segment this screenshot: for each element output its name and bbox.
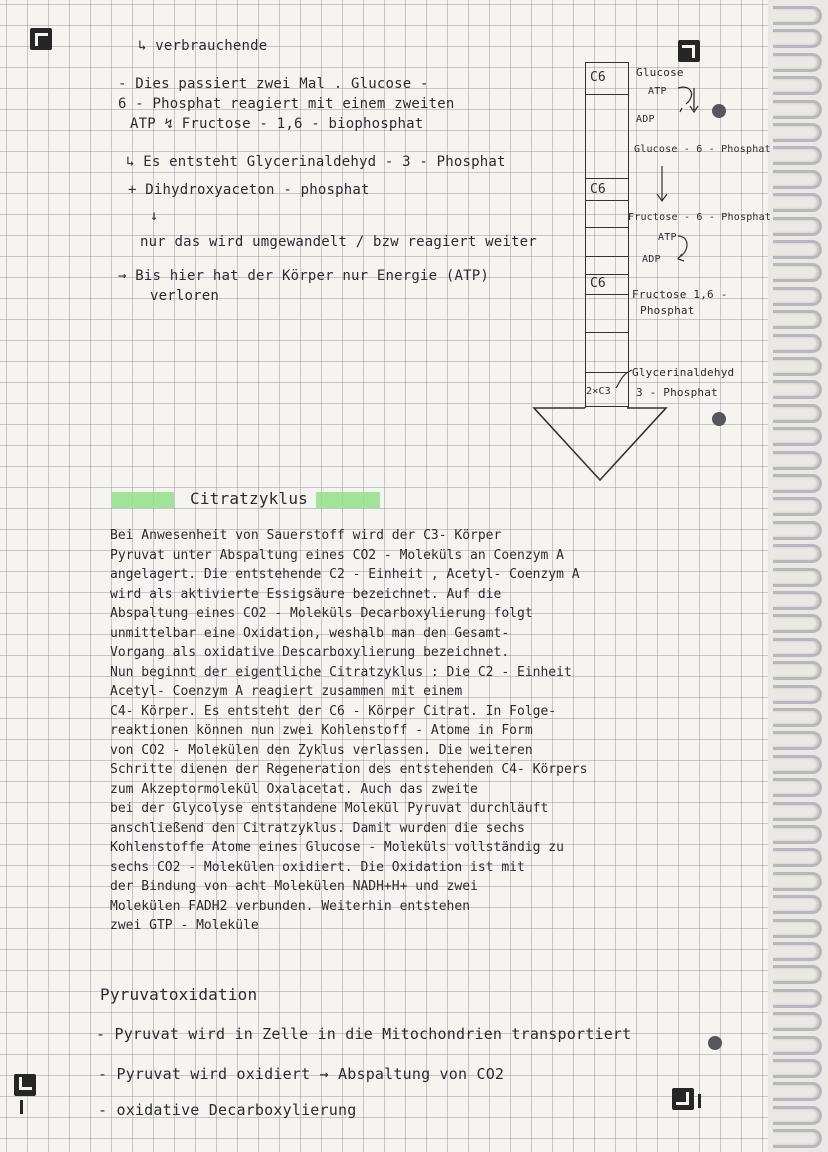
- citratzyklus-line: bei der Glycolyse entstandene Molekül Pyruvat durchläuft: [110, 801, 549, 816]
- spiral-ring: [773, 123, 822, 142]
- highlight-marker: [112, 492, 174, 508]
- fructose-6-phosphat-label: Fructose - 6 - Phosphat: [628, 212, 772, 223]
- spiral-ring: [773, 380, 822, 399]
- spiral-ring: [773, 989, 822, 1008]
- spiral-ring: [773, 825, 822, 844]
- citratzyklus-line: wird als aktivierte Essigsäure bezeichnet. Auf die: [110, 586, 502, 602]
- spiral-ring: [773, 100, 822, 119]
- citratzyklus-line: Bei Anwesenheit von Sauerstoff wird der C3- Körper: [110, 528, 502, 543]
- corner-bar: [698, 1094, 701, 1108]
- spiral-ring: [773, 895, 822, 914]
- c6-label: C6: [590, 70, 606, 85]
- citratzyklus-line: Vorgang als oxidative Descarboxylierung bezeichnet.: [110, 645, 510, 660]
- spiral-ring: [773, 193, 822, 212]
- spiral-ring: [773, 310, 822, 329]
- punch-hole: [712, 412, 726, 426]
- citratzyklus-line: anschließend den Citratzyklus. Damit wurden die sechs: [110, 820, 525, 836]
- down-arrow-icon: [530, 400, 670, 484]
- spiral-ring: [773, 591, 822, 610]
- citratzyklus-line: der Bindung von acht Molekülen NADH+H+ und zwei: [110, 879, 478, 894]
- citratzyklus-line: Kohlenstoffe Atome eines Glucose - Moleküls vollständig zu: [110, 840, 564, 855]
- spiral-ring: [773, 1059, 822, 1078]
- 3-phosphat-label: 3 - Phosphat: [636, 386, 718, 399]
- spiral-ring: [773, 6, 822, 25]
- ladder-rung: [586, 200, 628, 201]
- punch-hole: [712, 104, 726, 118]
- spiral-ring: [773, 1036, 822, 1055]
- spiral-ring: [773, 497, 822, 516]
- punch-hole: [708, 1036, 722, 1050]
- c3-label: 2×C3: [586, 386, 611, 397]
- spiral-ring: [773, 334, 822, 353]
- citratzyklus-heading: Citratzyklus: [190, 489, 308, 508]
- glucose-6-phosphat-label: Glucose - 6 - Phosphat: [634, 144, 771, 155]
- corner-marker-bottom-right: [672, 1088, 694, 1110]
- c6-label: C6: [590, 182, 606, 197]
- text-verbrauchende: ↳ verbrauchende: [138, 38, 268, 54]
- corner-marker-top-right: [678, 40, 700, 62]
- spiral-ring: [773, 427, 822, 446]
- text-line: ↳ Es entsteht Glycerinaldehyd - 3 - Phosphat: [126, 154, 506, 170]
- glycerinaldehyd-label: Glycerinaldehyd: [632, 366, 735, 379]
- spiral-binding: [768, 0, 828, 1152]
- citratzyklus-line: Molekülen FADH2 verbunden. Weiterhin entstehen: [110, 898, 471, 914]
- ladder-rung: [586, 256, 628, 257]
- citratzyklus-line: Schritte dienen der Regeneration des entstehenden C4- Körpers: [110, 762, 588, 777]
- text-line: ATP ↯ Fructose - 1,6 - biophosphat: [130, 116, 424, 132]
- spiral-ring: [773, 146, 822, 165]
- spiral-ring: [773, 942, 822, 961]
- adp-label: ADP: [642, 254, 661, 265]
- citratzyklus-line: Pyruvat unter Abspaltung eines CO2 - Moleküls an Coenzym A: [110, 547, 564, 563]
- text-line: + Dihydroxyaceton - phosphat: [128, 182, 370, 198]
- phosphat-label: Phosphat: [640, 304, 695, 317]
- citratzyklus-line: angelagert. Die entstehende C2 - Einheit , Acetyl- Coenzym A: [110, 567, 580, 582]
- spiral-ring: [773, 544, 822, 563]
- spiral-ring: [773, 29, 822, 48]
- ladder-rung: [586, 227, 628, 228]
- ladder-rung: [586, 332, 628, 333]
- spiral-ring: [773, 872, 822, 891]
- spiral-ring: [773, 474, 822, 493]
- spiral-ring: [773, 53, 822, 72]
- spiral-ring: [773, 802, 822, 821]
- ladder-rung: [586, 274, 628, 275]
- spiral-ring: [773, 919, 822, 938]
- reaction-arrow-icon: [676, 82, 706, 116]
- atp-label: ATP: [648, 86, 667, 97]
- text-line: → Bis hier hat der Körper nur Energie (ATP): [118, 268, 490, 284]
- spiral-ring: [773, 708, 822, 727]
- spiral-ring: [773, 965, 822, 984]
- spiral-ring: [773, 1106, 822, 1125]
- adp-label: ADP: [636, 114, 655, 125]
- glycolysis-ladder: [585, 62, 629, 408]
- spiral-ring: [773, 568, 822, 587]
- spiral-ring: [773, 638, 822, 657]
- spiral-ring: [773, 357, 822, 376]
- spiral-ring: [773, 685, 822, 704]
- spiral-ring: [773, 731, 822, 750]
- text-arrow: ↓: [150, 208, 159, 224]
- text-line: 6 - Phosphat reagiert mit einem zweiten: [118, 96, 455, 112]
- pyruvatoxidation-heading: Pyruvatoxidation: [100, 985, 258, 1004]
- pyruvat-point-2: - Pyruvat wird oxidiert → Abspaltung von CO2: [98, 1065, 505, 1083]
- text-line: verloren: [150, 288, 220, 304]
- ladder-rung: [586, 294, 628, 295]
- spiral-ring: [773, 451, 822, 470]
- ladder-rung: [586, 94, 628, 95]
- spiral-ring: [773, 1082, 822, 1101]
- spiral-ring: [773, 217, 822, 236]
- citratzyklus-line: unmittelbar eine Oxidation, weshalb man den Gesamt-: [110, 625, 510, 641]
- spiral-ring: [773, 521, 822, 540]
- spiral-ring: [773, 287, 822, 306]
- spiral-ring: [773, 848, 822, 867]
- citratzyklus-line: zwei GTP - Moleküle: [110, 918, 259, 933]
- spiral-ring: [773, 614, 822, 633]
- bracket-line: [614, 368, 634, 390]
- fructose-16-label: Fructose 1,6 -: [632, 288, 728, 301]
- citratzyklus-line: zum Akzeptormolekül Oxalacetat. Auch das zweite: [110, 781, 478, 797]
- down-arrow-icon: [654, 164, 670, 204]
- text-line: - Dies passiert zwei Mal . Glucose -: [118, 76, 429, 92]
- corner-bar: [20, 1100, 23, 1114]
- corner-marker-top-left: [30, 28, 52, 50]
- citratzyklus-line: sechs CO2 - Molekülen oxidiert. Die Oxidation ist mit: [110, 859, 525, 875]
- citratzyklus-line: Abspaltung eines CO2 - Moleküls Decarboxylierung folgt: [110, 606, 533, 621]
- pyruvat-point-1: - Pyruvat wird in Zelle in die Mitochondrien transportiert: [96, 1025, 632, 1043]
- atp-label: ATP: [658, 232, 677, 243]
- spiral-ring: [773, 778, 822, 797]
- reaction-arrow-icon: [676, 232, 696, 268]
- citratzyklus-line: C4- Körper. Es entsteht der C6 - Körper Citrat. In Folge-: [110, 703, 557, 719]
- citratzyklus-line: Acetyl- Coenzym A reagiert zusammen mit einem: [110, 684, 463, 699]
- highlight-marker: [316, 492, 380, 508]
- pyruvat-point-3: - oxidative Decarboxylierung: [98, 1101, 357, 1119]
- spiral-ring: [773, 1012, 822, 1031]
- spiral-ring: [773, 170, 822, 189]
- citratzyklus-line: reaktionen können nun zwei Kohlenstoff - Atome in Form: [110, 723, 533, 738]
- text-line: nur das wird umgewandelt / bzw reagiert weiter: [140, 234, 537, 250]
- spiral-ring: [773, 76, 822, 95]
- corner-marker-bottom-left: [14, 1074, 36, 1096]
- citratzyklus-line: Nun beginnt der eigentliche Citratzyklus : Die C2 - Einheit: [110, 664, 572, 680]
- spiral-ring: [773, 755, 822, 774]
- spiral-ring: [773, 1129, 822, 1148]
- spiral-ring: [773, 404, 822, 423]
- spiral-ring: [773, 240, 822, 259]
- spiral-ring: [773, 661, 822, 680]
- citratzyklus-line: von CO2 - Molekülen den Zyklus verlassen. Die weiteren: [110, 742, 533, 758]
- ladder-rung: [586, 62, 628, 63]
- c6-label: C6: [590, 276, 606, 291]
- ladder-rung: [586, 178, 628, 179]
- glucose-label: Glucose: [636, 66, 684, 79]
- spiral-ring: [773, 263, 822, 282]
